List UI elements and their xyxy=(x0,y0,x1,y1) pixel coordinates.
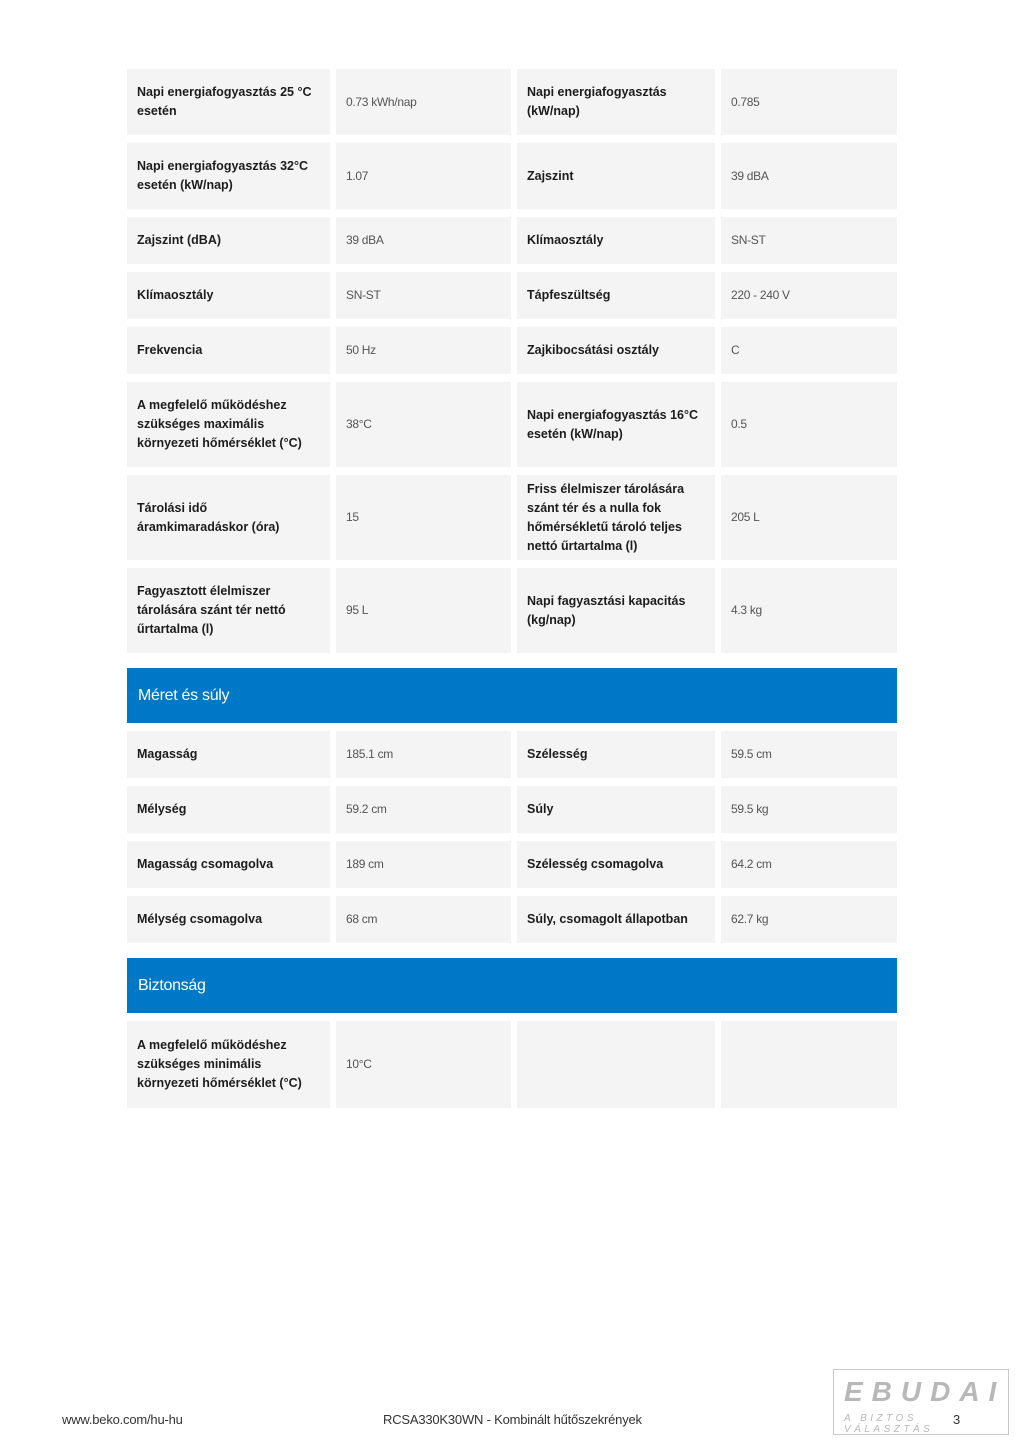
spec-value: 0.5 xyxy=(721,382,897,467)
spec-label: Klímaosztály xyxy=(517,217,715,264)
spec-value: 95 L xyxy=(336,568,511,653)
spec-value: 39 dBA xyxy=(721,143,897,209)
spec-label: Klímaosztály xyxy=(127,272,330,319)
ebudai-watermark-logo xyxy=(833,1369,1009,1435)
page-number: 3 xyxy=(953,1412,961,1427)
spec-label: Zajszint xyxy=(517,143,715,209)
spec-value: 38°C xyxy=(336,382,511,467)
spec-row xyxy=(127,272,897,319)
spec-label: Napi fagyasztási kapacitás (kg/nap) xyxy=(517,568,715,653)
spec-row xyxy=(127,69,897,135)
spec-value: 1.07 xyxy=(336,143,511,209)
spec-row xyxy=(127,143,897,209)
spec-value: 0.73 kWh/nap xyxy=(336,69,511,135)
spec-value: 189 cm xyxy=(336,841,511,888)
spec-label: Napi energiafogyasztás 16°C esetén (kW/nap) xyxy=(517,382,715,467)
spec-label: A megfelelő működéshez szükséges maximális környezeti hőmérséklet (°C) xyxy=(127,382,330,467)
spec-label: Zajkibocsátási osztály xyxy=(517,327,715,374)
spec-value: 4.3 kg xyxy=(721,568,897,653)
spec-label: Magasság csomagolva xyxy=(127,841,330,888)
watermark-name: EBUDAI xyxy=(844,1376,1006,1407)
spec-label: Tárolási idő áramkimaradáskor (óra) xyxy=(127,475,330,560)
spec-label: Friss élelmiszer tárolására szánt tér és a nulla fok hőmérsékletű tároló teljes nettó űrtartalma (l) xyxy=(517,475,715,560)
spec-label: Frekvencia xyxy=(127,327,330,374)
spec-value: 59.5 kg xyxy=(721,786,897,833)
spec-row xyxy=(127,217,897,264)
spec-row xyxy=(127,786,897,833)
footer-product-title: RCSA330K30WN - Kombinált hűtőszekrények xyxy=(383,1412,642,1427)
spec-value: 64.2 cm xyxy=(721,841,897,888)
spec-value xyxy=(721,1021,897,1108)
spec-value: 68 cm xyxy=(336,896,511,943)
spec-value: 39 dBA xyxy=(336,217,511,264)
section-header: Méret és súly xyxy=(127,668,897,723)
spec-label xyxy=(517,1021,715,1108)
spec-row xyxy=(127,382,897,467)
spec-row xyxy=(127,841,897,888)
spec-label: Szélesség xyxy=(517,731,715,778)
spec-row xyxy=(127,896,897,943)
spec-label: Magasság xyxy=(127,731,330,778)
spec-value: 0.785 xyxy=(721,69,897,135)
spec-label: Napi energiafogyasztás (kW/nap) xyxy=(517,69,715,135)
spec-label: Mélység xyxy=(127,786,330,833)
section-header: Biztonság xyxy=(127,958,897,1013)
spec-row xyxy=(127,731,897,778)
spec-value: C xyxy=(721,327,897,374)
spec-label: Szélesség csomagolva xyxy=(517,841,715,888)
section-size-weight xyxy=(127,668,897,951)
spec-label: Súly xyxy=(517,786,715,833)
spec-label: Zajszint (dBA) xyxy=(127,217,330,264)
spec-label: Napi energiafogyasztás 25 °C esetén xyxy=(127,69,330,135)
spec-value: 10°C xyxy=(336,1021,511,1108)
spec-row xyxy=(127,568,897,653)
spec-value: 185.1 cm xyxy=(336,731,511,778)
spec-label: Súly, csomagolt állapotban xyxy=(517,896,715,943)
spec-table-top xyxy=(127,69,897,661)
watermark-tagline: A BIZTOS VÁLASZTÁS xyxy=(844,1413,934,1435)
spec-value: SN-ST xyxy=(721,217,897,264)
spec-value: 59.2 cm xyxy=(336,786,511,833)
spec-label: A megfelelő működéshez szükséges minimális környezeti hőmérséklet (°C) xyxy=(127,1021,330,1108)
spec-label: Napi energiafogyasztás 32°C esetén (kW/nap) xyxy=(127,143,330,209)
section-safety xyxy=(127,958,897,1116)
spec-value: 62.7 kg xyxy=(721,896,897,943)
spec-row xyxy=(127,1021,897,1108)
spec-value: 205 L xyxy=(721,475,897,560)
spec-row xyxy=(127,475,897,560)
spec-value: SN-ST xyxy=(336,272,511,319)
spec-value: 59.5 cm xyxy=(721,731,897,778)
spec-value: 50 Hz xyxy=(336,327,511,374)
spec-row xyxy=(127,327,897,374)
spec-label: Fagyasztott élelmiszer tárolására szánt tér nettó űrtartalma (l) xyxy=(127,568,330,653)
spec-label: Mélység csomagolva xyxy=(127,896,330,943)
spec-label: Tápfeszültség xyxy=(517,272,715,319)
spec-value: 220 - 240 V xyxy=(721,272,897,319)
footer-url-link[interactable]: www.beko.com/hu-hu xyxy=(62,1412,183,1427)
spec-value: 15 xyxy=(336,475,511,560)
